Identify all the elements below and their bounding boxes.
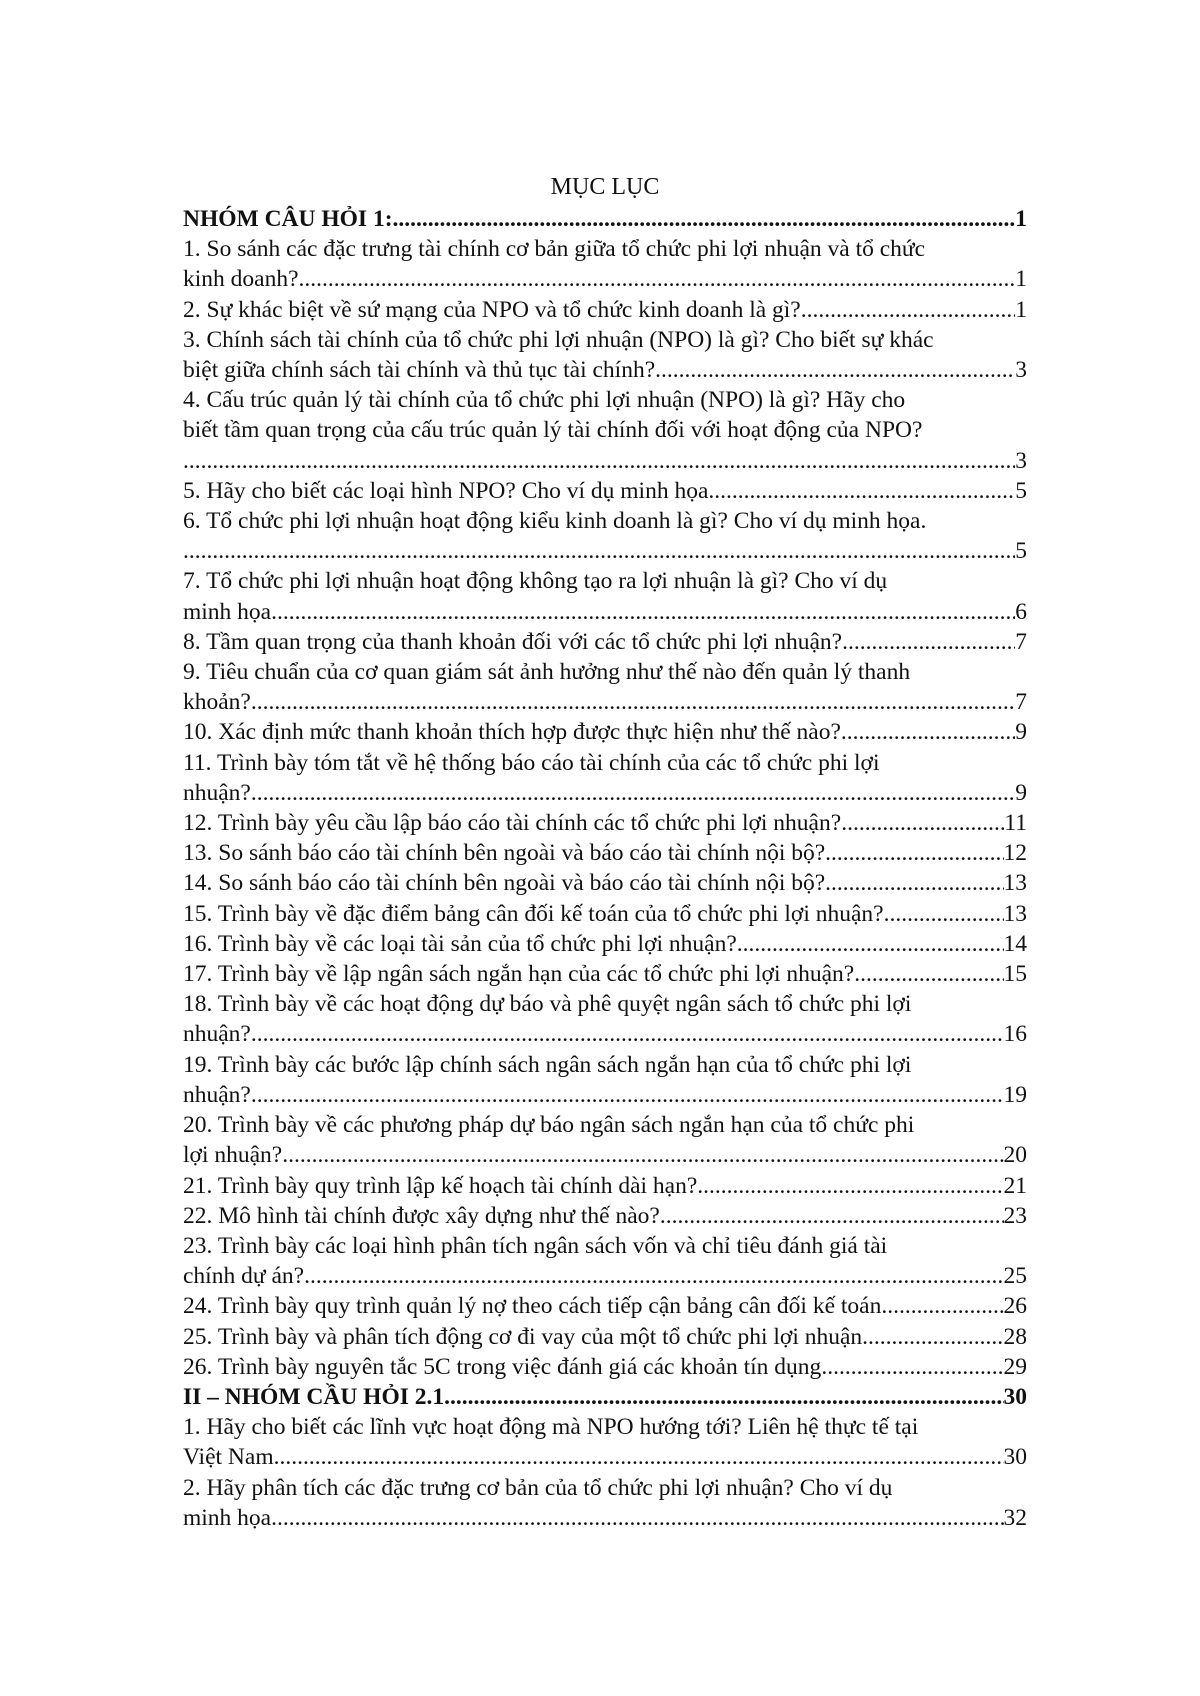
toc-page-number: 16 xyxy=(1003,1021,1027,1048)
toc-entry-text: 2. Hãy phân tích các đặc trưng cơ bản của tổ chức phi lợi nhuận? Cho ví dụ xyxy=(183,1474,893,1501)
toc-entry-text: 14. So sánh báo cáo tài chính bên ngoài và báo cáo tài chính nội bộ? xyxy=(183,870,826,897)
dot-leader xyxy=(884,899,1004,929)
toc-entry[interactable] xyxy=(183,748,1027,808)
toc-entry-text: 19. Trình bày các bước lập chính sách ngân sách ngắn hạn của tổ chức phi lợi xyxy=(183,1051,912,1078)
toc-entry[interactable] xyxy=(183,1352,1027,1382)
toc-entry[interactable] xyxy=(183,808,1027,838)
toc-entry[interactable] xyxy=(183,717,1027,747)
toc-entry[interactable] xyxy=(183,234,1027,294)
toc-entry-text: 21. Trình bày quy trình lập kế hoạch tài chính dài hạn? xyxy=(183,1172,698,1199)
toc-entry-text: 1. So sánh các đặc trưng tài chính cơ bản giữa tổ chức phi lợi nhuận và tổ chức xyxy=(183,236,926,263)
toc-entry-text-continued: khoản? xyxy=(183,689,251,716)
toc-entry-text: 12. Trình bày yêu cầu lập báo cáo tài chính các tổ chức phi lợi nhuận? xyxy=(183,810,842,837)
toc-entry[interactable] xyxy=(183,1231,1027,1291)
toc-entry[interactable] xyxy=(183,1110,1027,1170)
dot-leader xyxy=(274,1442,1004,1472)
toc-entry-text: 24. Trình bày quy trình quản lý nợ theo cách tiếp cận bảng cân đối kế toán xyxy=(183,1293,882,1320)
toc-page-number: 13 xyxy=(1003,900,1027,927)
dot-leader xyxy=(842,627,1015,657)
toc-entry-text: 20. Trình bày về các phương pháp dự báo ngân sách ngắn hạn của tổ chức phi xyxy=(183,1112,915,1139)
toc-page-number: 32 xyxy=(1003,1504,1027,1531)
toc-page-number: 9 xyxy=(1015,779,1027,806)
dot-leader xyxy=(841,717,1015,747)
toc-entry-text: 5. Hãy cho biết các loại hình NPO? Cho ví dụ minh họa xyxy=(183,477,709,504)
toc-page-number: 25 xyxy=(1003,1263,1027,1290)
toc-page-number: 1 xyxy=(1015,206,1027,232)
toc-page-number: 1 xyxy=(1015,266,1027,293)
toc-page-number: 1 xyxy=(1015,296,1027,323)
toc-entry[interactable] xyxy=(183,989,1027,1049)
dot-leader xyxy=(183,536,1015,566)
toc-page-number: 7 xyxy=(1015,628,1027,655)
dot-leader xyxy=(708,476,1015,506)
toc-entry-text: 1. Hãy cho biết các lĩnh vực hoạt động mà NPO hướng tới? Liên hệ thực tế tại xyxy=(183,1414,919,1441)
toc-entry[interactable] xyxy=(183,868,1027,898)
dot-leader xyxy=(801,295,1016,325)
toc-page-number: 3 xyxy=(1015,447,1027,474)
toc-entry-text: II – NHÓM CẦU HỎI 2.1 xyxy=(183,1383,445,1410)
toc-page-number: 6 xyxy=(1015,598,1027,625)
toc-entry[interactable] xyxy=(183,325,1027,385)
toc-page-number: 21 xyxy=(1003,1172,1027,1199)
dot-leader xyxy=(862,1322,1003,1352)
toc-entry[interactable] xyxy=(183,627,1027,657)
dot-leader xyxy=(271,597,1015,627)
toc-entry[interactable] xyxy=(183,506,1027,566)
toc-entry[interactable] xyxy=(183,929,1027,959)
toc-page-number: 3 xyxy=(1015,357,1027,384)
toc-entry-text-continued: biệt giữa chính sách tài chính và thủ tục tài chính? xyxy=(183,357,656,384)
toc-page-number: 23 xyxy=(1003,1202,1027,1229)
toc-entry-text-continued: biết tầm quan trọng của cấu trúc quản lý tài chính đối với hoạt động của NPO? xyxy=(183,417,923,444)
toc-entry-text: NHÓM CÂU HỎI 1: xyxy=(183,206,393,232)
toc-entry-text: 26. Trình bày nguyên tắc 5C trong việc đánh giá các khoản tín dụng xyxy=(183,1353,822,1380)
toc-page-number: 15 xyxy=(1003,961,1027,988)
toc-entry-text: 2. Sự khác biệt về sứ mạng của NPO và tổ chức kinh doanh là gì? xyxy=(183,296,801,323)
dot-leader xyxy=(444,1382,1003,1412)
toc-entry[interactable] xyxy=(183,838,1027,868)
toc-entry-text-continued: Việt Nam xyxy=(183,1444,274,1471)
toc-entry[interactable] xyxy=(183,1291,1027,1321)
toc-section-heading[interactable] xyxy=(183,204,1027,234)
toc-entry-text-continued: lợi nhuận? xyxy=(183,1142,283,1169)
toc-entry-text-continued: nhuận? xyxy=(183,1081,251,1108)
toc-entry-text: 23. Trình bày các loại hình phân tích ngân sách vốn và chỉ tiêu đánh giá tài xyxy=(183,1232,888,1259)
dot-leader xyxy=(697,1171,1003,1201)
dot-leader xyxy=(825,838,1003,868)
toc-entry[interactable] xyxy=(183,959,1027,989)
toc-entry-text-continued: kinh doanh? xyxy=(183,266,299,293)
toc-page-number: 11 xyxy=(1004,810,1027,837)
toc-page-number: 30 xyxy=(1003,1383,1027,1410)
toc-page-number: 5 xyxy=(1015,538,1027,565)
toc-entry-text: 18. Trình bày về các hoạt động dự báo và phê quyệt ngân sách tổ chức phi lợi xyxy=(183,991,912,1018)
toc-page-number: 19 xyxy=(1003,1081,1027,1108)
table-of-contents xyxy=(183,172,1027,1533)
toc-entry-text-continued: nhuận? xyxy=(183,1021,251,1048)
toc-entry-text: 8. Tầm quan trọng của thanh khoản đối với các tổ chức phi lợi nhuận? xyxy=(183,628,843,655)
toc-entry[interactable] xyxy=(183,1322,1027,1352)
toc-entries xyxy=(183,204,1027,1533)
toc-entry-text: 25. Trình bày và phân tích động cơ đi vay của một tổ chức phi lợi nhuận xyxy=(183,1323,863,1350)
toc-entry-text: 3. Chính sách tài chính của tổ chức phi lợi nhuận (NPO) là gì? Cho biết sự khác xyxy=(183,326,934,353)
dot-leader xyxy=(821,1352,1003,1382)
dot-leader xyxy=(282,1140,1003,1170)
toc-page-number: 28 xyxy=(1003,1323,1027,1350)
dot-leader xyxy=(854,959,1003,989)
toc-entry-text: 10. Xác định mức thanh khoản thích hợp được thực hiện như thế nào? xyxy=(183,719,841,746)
toc-entry-text: 11. Trình bày tóm tắt về hệ thống báo cáo tài chính của các tổ chức phi lợi xyxy=(183,749,880,776)
dot-leader xyxy=(304,1261,1003,1291)
dot-leader xyxy=(393,204,1016,234)
toc-entry[interactable] xyxy=(183,385,1027,476)
toc-entry-text-continued: nhuận? xyxy=(183,779,251,806)
toc-entry[interactable] xyxy=(183,295,1027,325)
toc-section-heading[interactable] xyxy=(183,1382,1027,1412)
toc-entry-text-continued: minh họa xyxy=(183,1504,272,1531)
toc-entry-text: 7. Tổ chức phi lợi nhuận hoạt động không tạo ra lợi nhuận là gì? Cho ví dụ xyxy=(183,568,888,595)
dot-leader xyxy=(825,868,1003,898)
toc-entry[interactable] xyxy=(183,899,1027,929)
dot-leader xyxy=(251,687,1015,717)
toc-entry[interactable] xyxy=(183,1050,1027,1110)
toc-entry[interactable] xyxy=(183,476,1027,506)
toc-entry-text: 4. Cấu trúc quản lý tài chính của tổ chức phi lợi nhuận (NPO) là gì? Hãy cho xyxy=(183,387,906,414)
toc-page-number: 26 xyxy=(1003,1293,1027,1320)
dot-leader xyxy=(660,1201,1004,1231)
dot-leader xyxy=(251,778,1015,808)
toc-entry[interactable] xyxy=(183,1412,1027,1472)
toc-page-number: 5 xyxy=(1015,477,1027,504)
dot-leader xyxy=(737,929,1004,959)
dot-leader xyxy=(251,1080,1004,1110)
toc-entry[interactable] xyxy=(183,1171,1027,1201)
dot-leader xyxy=(841,808,1004,838)
toc-entry-text-continued: minh họa xyxy=(183,598,272,625)
dot-leader xyxy=(271,1503,1003,1533)
toc-entry-text: 17. Trình bày về lập ngân sách ngắn hạn của các tổ chức phi lợi nhuận? xyxy=(183,961,855,988)
toc-entry-text: 13. So sánh báo cáo tài chính bên ngoài và báo cáo tài chính nội bộ? xyxy=(183,840,826,867)
toc-page-number: 14 xyxy=(1003,930,1027,957)
toc-page-number: 7 xyxy=(1015,689,1027,716)
toc-entry[interactable] xyxy=(183,1201,1027,1231)
toc-entry-text: 9. Tiêu chuẩn của cơ quan giám sát ảnh hưởng như thế nào đến quản lý thanh xyxy=(183,659,911,686)
dot-leader xyxy=(299,264,1016,294)
toc-page-number: 12 xyxy=(1003,840,1027,867)
toc-entry-text-continued: chính dự án? xyxy=(183,1263,305,1290)
dot-leader xyxy=(251,1019,1004,1049)
toc-page-number: 30 xyxy=(1003,1444,1027,1471)
toc-entry[interactable] xyxy=(183,1473,1027,1533)
toc-entry-text: 16. Trình bày về các loại tài sản của tổ chức phi lợi nhuận? xyxy=(183,930,737,957)
dot-leader xyxy=(183,446,1015,476)
dot-leader xyxy=(655,355,1015,385)
toc-entry[interactable] xyxy=(183,657,1027,717)
toc-entry-text: 6. Tổ chức phi lợi nhuận hoạt động kiểu kinh doanh là gì? Cho ví dụ minh họa. xyxy=(183,508,927,535)
toc-page-number: 13 xyxy=(1003,870,1027,897)
toc-page-number: 20 xyxy=(1003,1142,1027,1169)
dot-leader xyxy=(881,1291,1003,1321)
toc-title: MỤC LỤC xyxy=(550,174,660,200)
toc-entry-text: 22. Mô hình tài chính được xây dựng như thế nào? xyxy=(183,1202,660,1229)
toc-entry[interactable] xyxy=(183,566,1027,626)
toc-page-number: 29 xyxy=(1003,1353,1027,1380)
toc-entry-text: 15. Trình bày về đặc điểm bảng cân đối kế toán của tổ chức phi lợi nhuận? xyxy=(183,900,884,927)
toc-page-number: 9 xyxy=(1015,719,1027,746)
